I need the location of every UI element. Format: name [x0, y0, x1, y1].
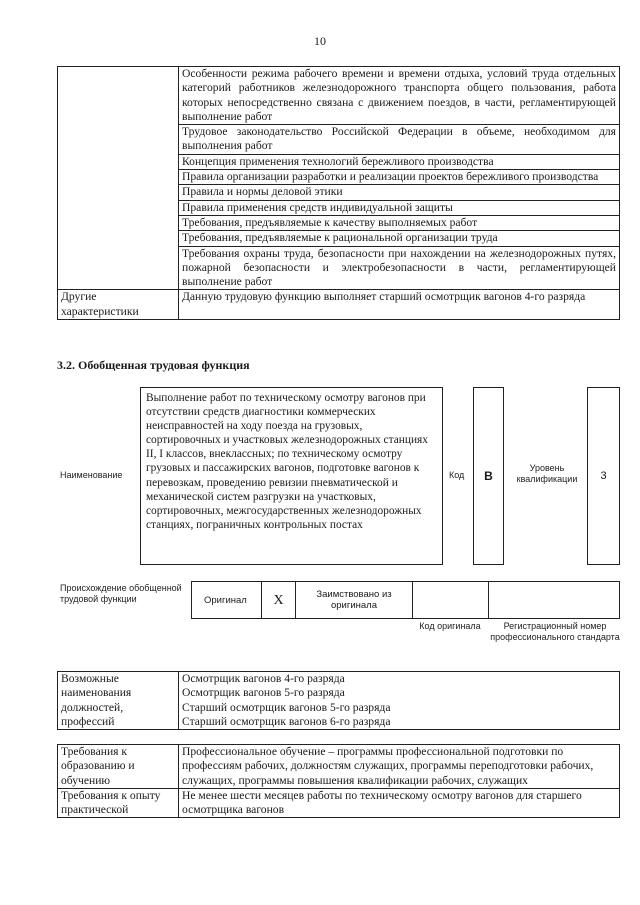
knowledge-table: [57, 66, 620, 320]
section-heading: 3.2. Обобщенная трудовая функция: [57, 358, 250, 372]
table-row: [58, 745, 620, 789]
code-label: Код: [449, 470, 465, 480]
qualification-label: Уровень квалификации: [516, 463, 578, 484]
table-cell-empty: [58, 67, 179, 290]
qualification-value-box: 3: [587, 387, 620, 565]
table-row: [192, 582, 620, 619]
code-value-box: B: [473, 387, 504, 565]
knowledge-item: Требования охраны труда, безопасности при нахождении на железнодорожных путях, пожарной безопасности и электробезопасности в части, регламентирующей выполнение работ: [179, 246, 620, 290]
origin-code-caption: Код оригинала: [419, 621, 481, 631]
other-characteristics-value: Данную трудовую функцию выполняет старший осмотрщик вагонов 4-го разряда: [179, 290, 620, 320]
knowledge-item: Правила применения средств индивидуальной защиты: [179, 200, 620, 215]
positions-list: [179, 672, 620, 730]
original-label: Оригинал: [192, 582, 262, 619]
knowledge-item: Правила организации разработки и реализации проектов бережливого производства: [179, 170, 620, 185]
original-mark: X: [262, 582, 296, 619]
requirements-table: [57, 744, 620, 818]
other-characteristics-label: Другие характеристики: [58, 290, 179, 320]
registration-number-cell: [489, 582, 620, 619]
name-label: Наименование: [60, 470, 123, 480]
positions-table: [57, 671, 620, 730]
education-value: Профессиональное обучение – программы профессиональной подготовки по профессиям рабочих, должностям служащих, программы переподготовки рабочих, служащих, программы повышения квалификации рабочих, служащих: [179, 745, 620, 789]
origin-code-cell: [413, 582, 489, 619]
positions-label: Возможные наименования должностей, профессий: [58, 672, 179, 730]
table-row: [58, 788, 620, 818]
origin-label: Происхождение обобщенной трудовой функции: [60, 583, 182, 604]
borrowed-label: Заимствовано из оригинала: [296, 582, 413, 619]
experience-value: Не менее шести месяцев работы по техническому осмотру вагонов для старшего осмотрщика вагонов: [179, 788, 620, 818]
knowledge-item: Правила и нормы деловой этики: [179, 185, 620, 200]
education-label: Требования к образованию и обучению: [58, 745, 179, 789]
experience-label: Требования к опыту практической: [58, 788, 179, 818]
position-item: Осмотрщик вагонов 5-го разряда: [182, 686, 345, 700]
knowledge-item: Трудовое законодательство Российской Федерации в объеме, необходимом для выполнения работ: [179, 125, 620, 155]
table-row: [58, 672, 620, 730]
knowledge-item: Концепция применения технологий бережливого производства: [179, 154, 620, 169]
position-item: Осмотрщик вагонов 4-го разряда: [182, 672, 345, 685]
table-row: [58, 290, 620, 320]
registration-caption: Регистрационный номер профессионального стандарта: [490, 621, 620, 642]
origin-table: [191, 581, 620, 619]
function-name-box: Выполнение работ по техническому осмотру вагонов при отсутствии средств диагностики коммерческих неисправностей на ходу поезда на грузовых, сортировочных и участковых железнодорожных станциях II, I классов, внеклассных; по техническому осмотру грузовых и пассажирских вагонов, подготовке вагонов к перевозкам, проведению ревизии пневматической и механической систем разгрузки на участковых, сортировочных, межгосударственных железнодорожных станциях, пограничных контрольных постах: [140, 387, 443, 565]
knowledge-item: Требования, предъявляемые к рациональной организации труда: [179, 231, 620, 246]
position-item: Старший осмотрщик вагонов 5-го разряда: [182, 700, 391, 714]
page-number: 10: [314, 34, 326, 48]
knowledge-item: Особенности режима рабочего времени и времени отдыха, условий труда отдельных категорий работников железнодорожного транспорта общего пользования, работа которых непосредственно связана с движением поездов, в части, регламентирующей выполнение работ: [179, 67, 620, 125]
table-row: [58, 67, 620, 125]
knowledge-item: Требования, предъявляемые к качеству выполняемых работ: [179, 215, 620, 230]
position-item: Старший осмотрщик вагонов 6-го разряда: [182, 714, 391, 728]
